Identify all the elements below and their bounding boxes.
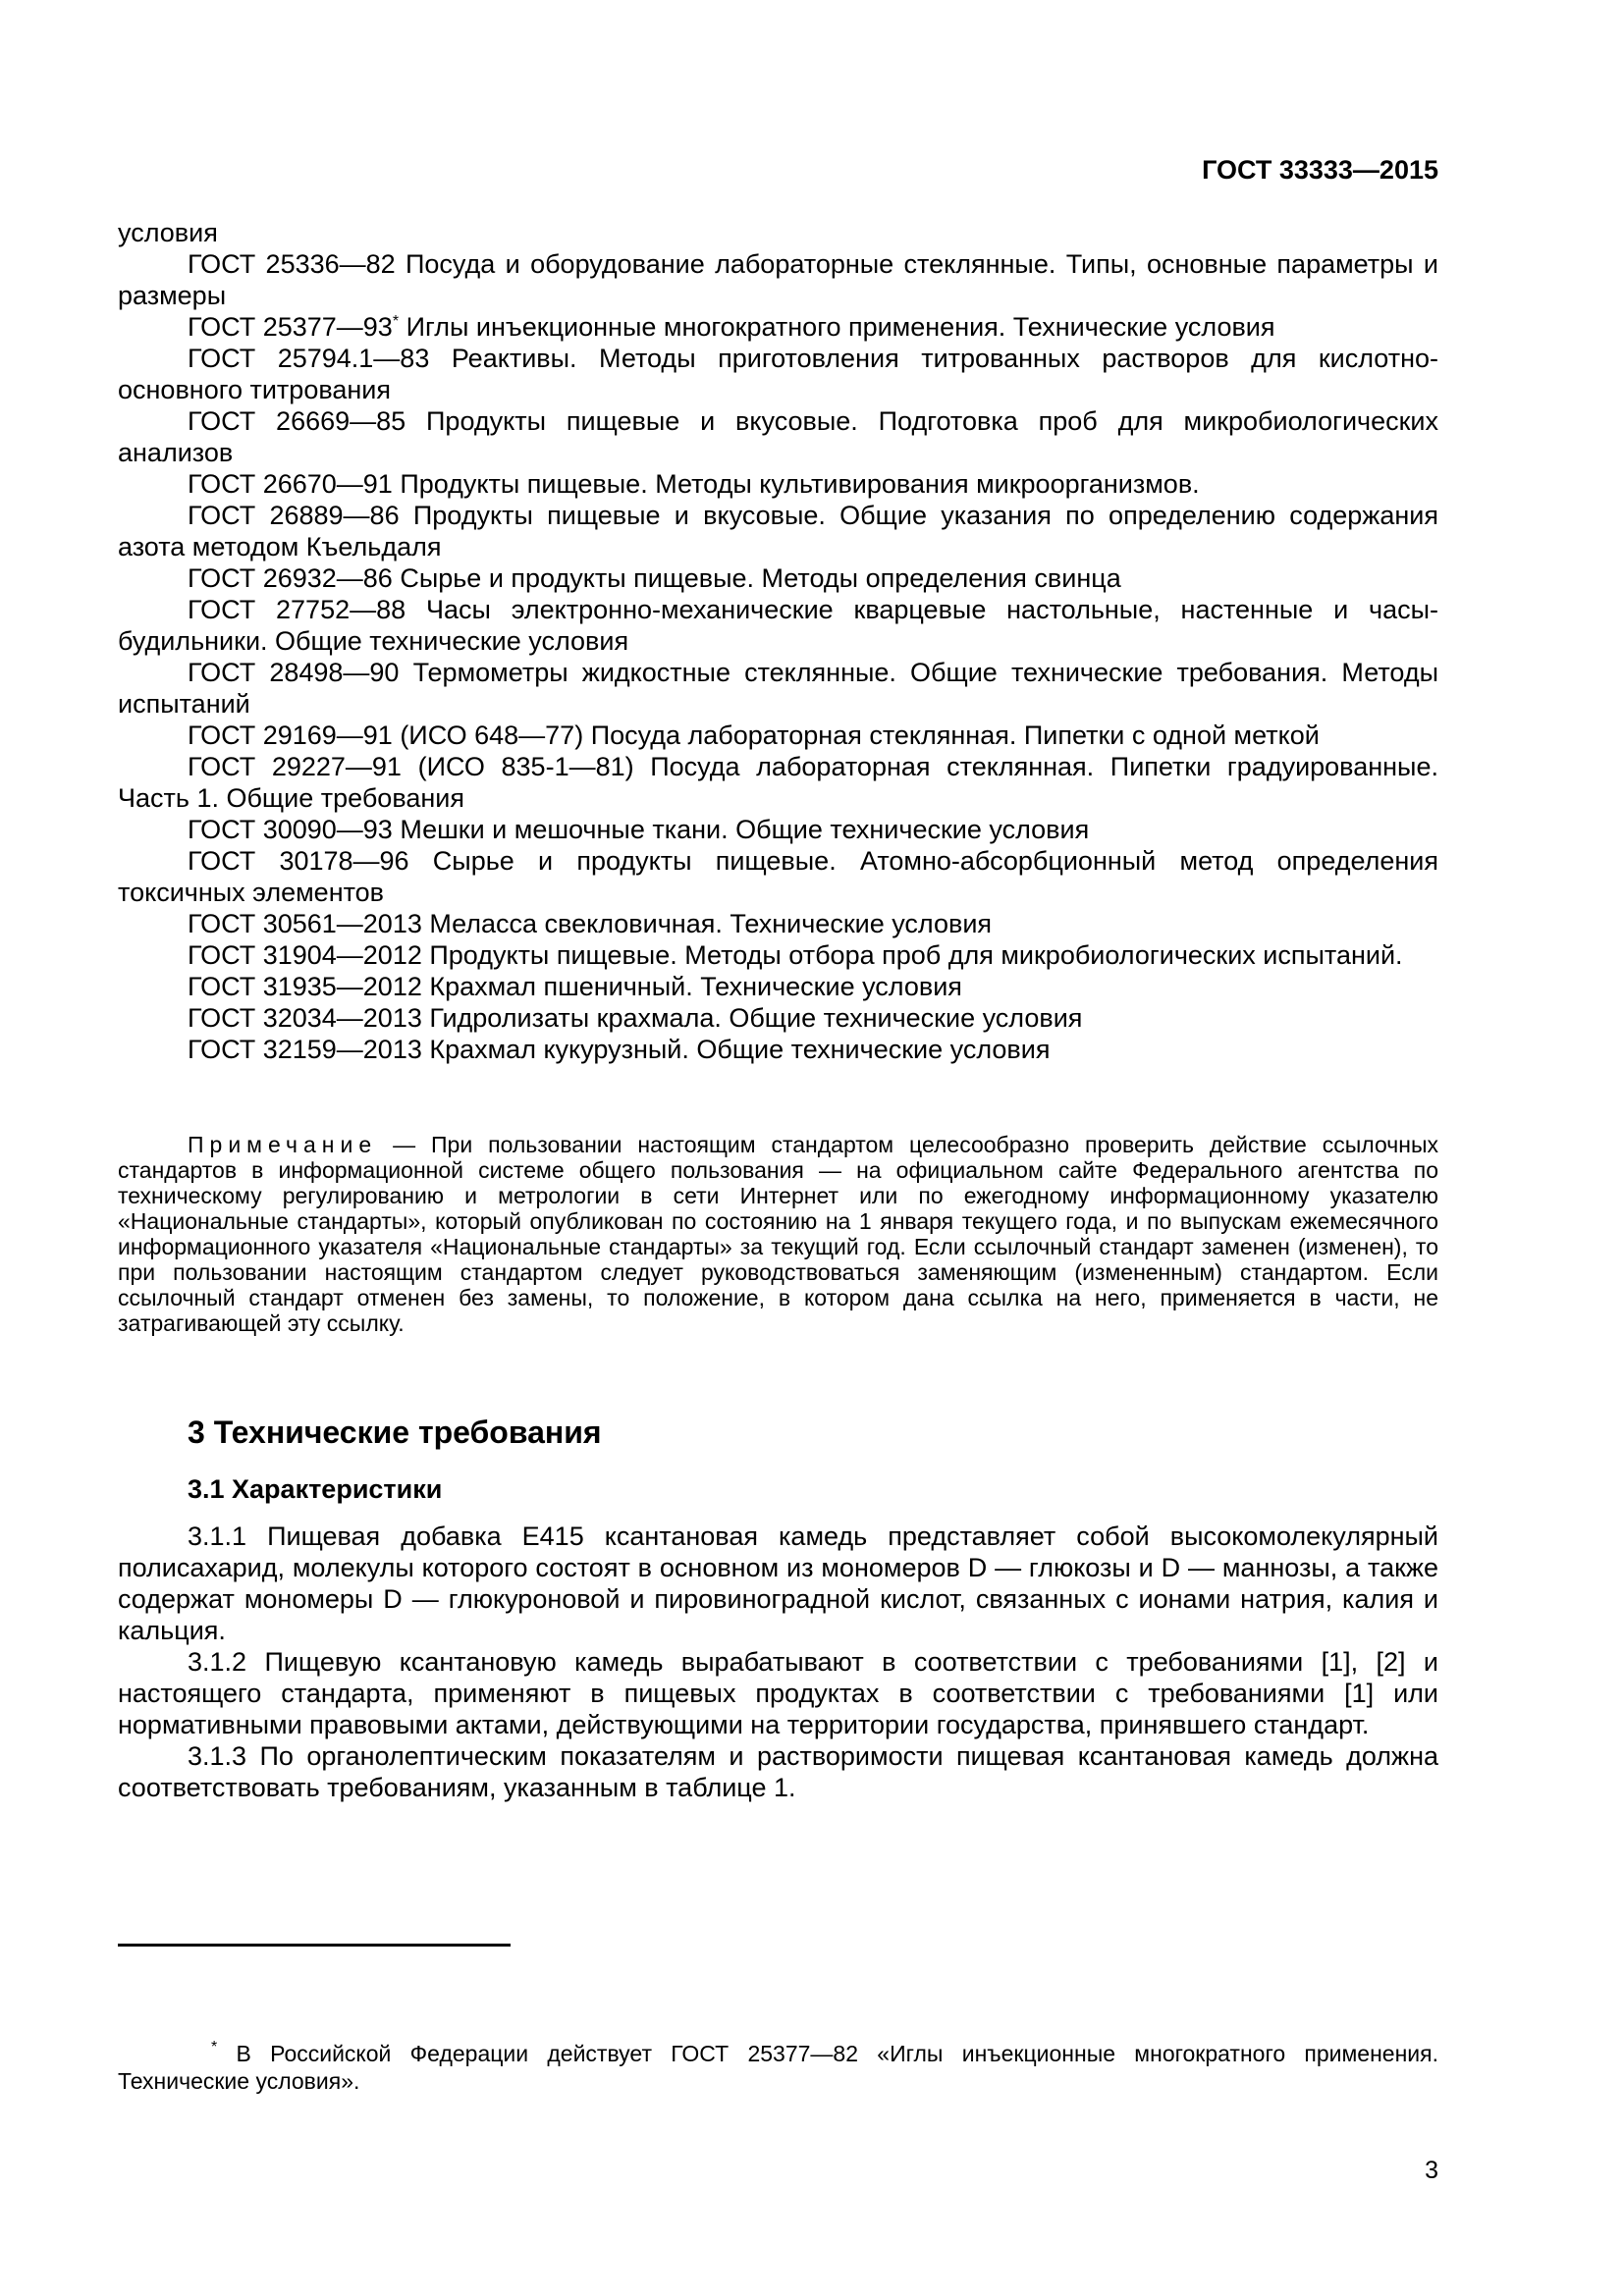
- reference-item: ГОСТ 27752—88 Часы электронно-механические кварцевые настольные, настенные и часы-будильники. Общие технические условия: [118, 595, 1438, 656]
- normative-references-list: [118, 217, 1438, 1065]
- page-number: 3: [1425, 2157, 1438, 2184]
- reference-item: ГОСТ 28498—90 Термометры жидкостные стеклянные. Общие технические требования. Методы испытаний: [118, 658, 1438, 719]
- footnote-text: В Российской Федерации действует ГОСТ 25377—82 «Иглы инъекционные многократного применения. Технические условия».: [118, 2041, 1438, 2094]
- reference-item: ГОСТ 26670—91 Продукты пищевые. Методы культивирования микроорганизмов.: [188, 469, 1200, 499]
- reference-item: ГОСТ 31935—2012 Крахмал пшеничный. Технические условия: [188, 972, 962, 1001]
- clause-paragraph: 3.1.1 Пищевая добавка Е415 ксантановая камедь представляет собой высокомолекулярный полисахарид, молекулы которого состоят в основном из мономеров D — глюкозы и D — маннозы, а также содержат мономеры D — глюкуроновой и пировиноградной кислот, связанных с ионами натрия, калия и кальция.: [118, 1522, 1438, 1645]
- reference-item: ГОСТ 32159—2013 Крахмал кукурузный. Общие технические условия: [188, 1035, 1051, 1064]
- section-heading: 3 Технические требования: [188, 1415, 602, 1450]
- clause-paragraph: 3.1.3 По органолептическим показателям и растворимости пищевая ксантановая камедь должна соответствовать требованиям, указанным в таблице 1.: [118, 1741, 1438, 1802]
- reference-item: ГОСТ 26932—86 Сырье и продукты пищевые. Методы определения свинца: [188, 563, 1121, 593]
- footnote-mark: *: [211, 2039, 218, 2056]
- footnote-reference-mark: *: [392, 313, 400, 330]
- footnote: [118, 2040, 1438, 2095]
- reference-item: ГОСТ 32034—2013 Гидролизаты крахмала. Общие технические условия: [188, 1003, 1083, 1033]
- reference-title: Иглы инъекционные многократного применения. Технические условия: [399, 312, 1275, 342]
- footnote-divider: [118, 1944, 511, 1947]
- subsection-heading: 3.1 Характеристики: [188, 1474, 443, 1504]
- reference-item: ГОСТ 31904—2012 Продукты пищевые. Методы отбора проб для микробиологических испытаний.: [188, 940, 1403, 970]
- reference-item: ГОСТ 25336—82 Посуда и оборудование лабораторные стеклянные. Типы, основные параметры и размеры: [118, 249, 1438, 310]
- note-text: — При пользовании настоящим стандартом целесообразно проверить действие ссылочных стандартов в информационной системе общего пользования — на официальном сайте Федерального агентства по техническому регулированию и метрологии в сети Интернет или по ежегодному информационному указателю «Национальные стандарты», который опубликован по состоянию на 1 января текущего года, и по выпускам ежемесячного информационного указателя «Национальные стандарты» за текущий год. Если ссылочный стандарт заменен (изменен), то при пользовании настоящим стандартом следует руководствоваться заменяющим (измененным) стандартом. Если ссылочный стандарт отменен без замены, то положение, в котором дана ссылка на него, применяется в части, не затрагивающей эту ссылку.: [118, 1132, 1438, 1336]
- reference-item: ГОСТ 30178—96 Сырье и продукты пищевые. Атомно-абсорбционный метод определения токсичных элементов: [118, 846, 1438, 907]
- reference-code: ГОСТ 25377—93: [188, 312, 393, 342]
- reference-item: ГОСТ 25794.1—83 Реактивы. Методы приготовления титрованных растворов для кислотно-основного титрования: [118, 344, 1438, 404]
- section-content: [118, 1521, 1438, 1803]
- reference-continuation: условия: [118, 218, 218, 247]
- reference-item: ГОСТ 26669—85 Продукты пищевые и вкусовые. Подготовка проб для микробиологических анализов: [118, 406, 1438, 467]
- note-paragraph: [118, 1132, 1438, 1336]
- reference-item: [118, 311, 1438, 343]
- standard-code-header: ГОСТ 33333—2015: [1202, 155, 1438, 185]
- reference-item: ГОСТ 30561—2013 Меласса свекловичная. Технические условия: [188, 909, 993, 938]
- reference-item: ГОСТ 30090—93 Мешки и мешочные ткани. Общие технические условия: [188, 815, 1090, 844]
- reference-item: ГОСТ 26889—86 Продукты пищевые и вкусовые. Общие указания по определению содержания азота методом Къельдаля: [118, 501, 1438, 561]
- reference-item: ГОСТ 29227—91 (ИСО 835-1—81) Посуда лабораторная стеклянная. Пипетки градуированные. Часть 1. Общие требования: [118, 752, 1438, 813]
- reference-item: ГОСТ 29169—91 (ИСО 648—77) Посуда лабораторная стеклянная. Пипетки с одной меткой: [188, 721, 1320, 750]
- note-label: Примечание: [188, 1132, 378, 1157]
- clause-paragraph: 3.1.2 Пищевую ксантановую камедь вырабатывают в соответствии с требованиями [1], [2] и настоящего стандарта, применяют в пищевых продуктах в соответствии с требованиями [1] или нормативными правовыми актами, действующими на территории государства, принявшего стандарт.: [118, 1647, 1438, 1739]
